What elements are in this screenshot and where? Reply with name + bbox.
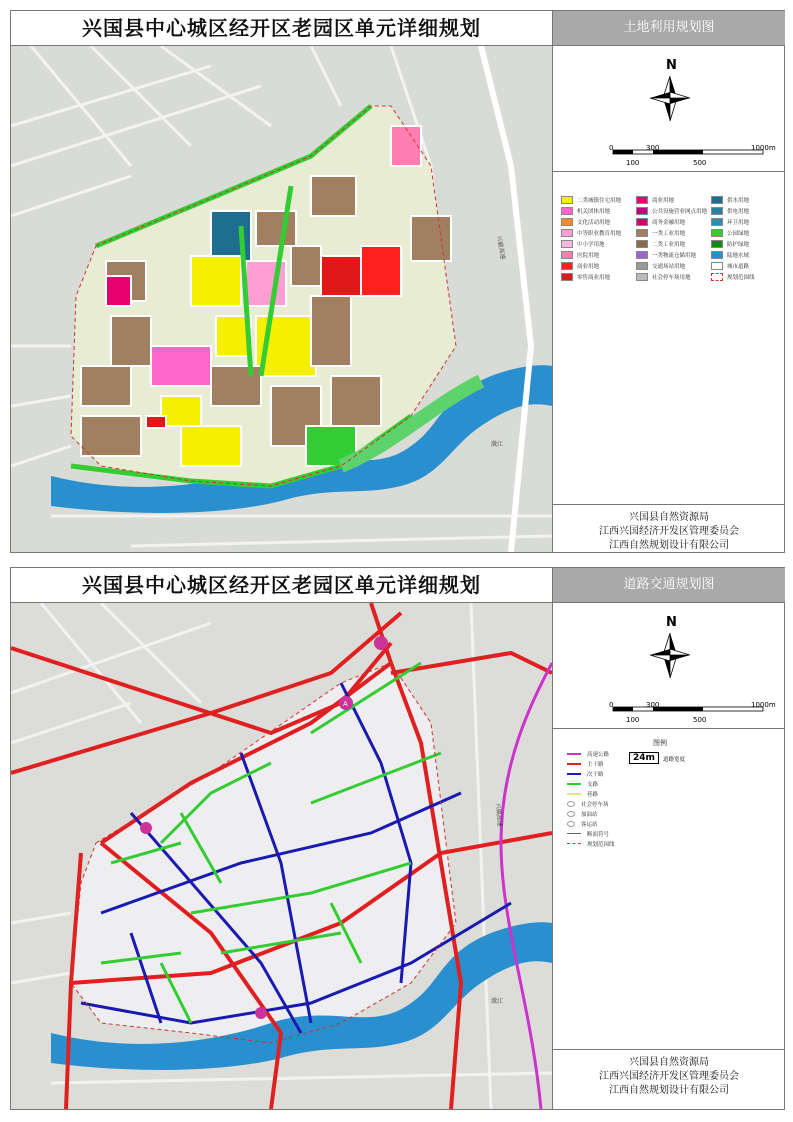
land-use-map-svg <box>11 46 552 552</box>
legend-item: 主干路 <box>567 760 604 768</box>
legend-item: 加油站 <box>567 810 598 818</box>
legend-item: 商业用地 <box>561 262 599 270</box>
legend-item: 客运站 <box>567 820 598 828</box>
legend-item: 规划范围线 <box>711 273 755 281</box>
legend-item: 公园绿地 <box>711 229 749 237</box>
scale-subtick-500: 500 <box>693 716 707 724</box>
map-sidebar <box>552 603 785 1109</box>
road-legend <box>553 738 785 888</box>
compass-and-scale <box>553 603 785 729</box>
legend-item: 巷路 <box>567 790 598 798</box>
legend-item: 二类城镇住宅用地 <box>561 196 621 204</box>
credit-line: 江西自然规划设计有限公司 <box>609 1085 729 1096</box>
road-traffic-map-svg <box>11 603 552 1109</box>
scale-tick-0: 0 <box>609 701 614 709</box>
north-label: N <box>666 615 677 630</box>
panel-header <box>11 568 784 603</box>
legend-item: 规划范围线 <box>567 840 615 848</box>
legend-item: 防护绿地 <box>711 240 749 248</box>
credits-block <box>553 504 785 553</box>
legend-item: 医院用地 <box>561 251 599 259</box>
road-width-text: 道路宽度 <box>663 757 686 763</box>
legend-item: 环卫用地 <box>711 218 749 226</box>
legend-item: 二类工业用地 <box>636 240 685 248</box>
legend-item: 支路 <box>567 780 598 788</box>
panel-header <box>11 11 784 46</box>
legend-title: 图例 <box>653 739 667 747</box>
scale-tick-1000: 1000m <box>751 144 776 152</box>
credit-line: 江西兴国经济开发区管理委员会 <box>599 526 739 537</box>
land-use-panel <box>10 10 785 553</box>
legend-item: 中等职业教育用地 <box>561 229 621 237</box>
scale-subtick-100: 100 <box>626 159 640 167</box>
legend-item: 交通场站用地 <box>636 262 685 270</box>
legend-item: 公共设施营业网点用地 <box>636 207 707 215</box>
legend-item: 供水用地 <box>711 196 749 204</box>
marker-a-label: A <box>343 700 348 708</box>
legend-item: 陆地水域 <box>711 251 749 259</box>
road-width-box: 24m <box>629 752 659 764</box>
north-arrow-icon <box>650 76 690 121</box>
credit-line: 江西兴国经济开发区管理委员会 <box>599 1071 739 1082</box>
river-label: 潋江 <box>491 441 504 448</box>
legend-item: 城市道路 <box>711 262 749 270</box>
legend-item: 一类物流仓储用地 <box>636 251 696 259</box>
legend-item: 次干路 <box>567 770 604 778</box>
map-subtitle: 土地利用规划图 <box>552 11 785 45</box>
legend-item: 高速公路 <box>567 750 609 758</box>
compass-and-scale <box>553 46 785 172</box>
highway-label: 兴赣高速 <box>495 235 507 260</box>
credit-line: 江西自然规划设计有限公司 <box>609 540 729 551</box>
scale-subtick-500: 500 <box>693 159 707 167</box>
credit-line: 兴国县自然资源局 <box>629 512 709 523</box>
legend-item: 社会停车场 <box>567 800 609 808</box>
north-label: N <box>666 58 677 73</box>
scale-tick-300: 300 <box>646 144 660 152</box>
legend-item: 中小学用地 <box>561 240 605 248</box>
scale-tick-1000: 1000m <box>751 701 776 709</box>
land-use-map[interactable] <box>11 46 552 552</box>
legend-item: 断面符号 <box>567 830 609 838</box>
scale-tick-0: 0 <box>609 144 614 152</box>
legend-item: 商业用地 <box>636 196 674 204</box>
road-traffic-panel <box>10 567 785 1110</box>
plan-title: 兴国县中心城区经开区老园区单元详细规划 <box>82 573 481 597</box>
legend-item: 机关团体用地 <box>561 207 610 215</box>
legend-item: 社会停车场用地 <box>636 273 691 281</box>
river-label: 潋江 <box>491 998 504 1005</box>
plan-title: 兴国县中心城区经开区老园区单元详细规划 <box>82 16 481 40</box>
credit-line: 兴国县自然资源局 <box>629 1057 709 1068</box>
credits-block <box>553 1049 785 1110</box>
map-sidebar <box>552 46 785 552</box>
legend-item: 文化活动用地 <box>561 218 610 226</box>
highway-label: 兴赣高速 <box>494 802 504 828</box>
scale-subtick-100: 100 <box>626 716 640 724</box>
map-subtitle: 道路交通规划图 <box>552 568 785 602</box>
scale-tick-300: 300 <box>646 701 660 709</box>
north-arrow-icon <box>650 633 690 678</box>
legend-item: 商务金融用地 <box>636 218 685 226</box>
road-traffic-map[interactable] <box>11 603 552 1109</box>
land-use-legend <box>553 196 785 336</box>
legend-item: 零售商业用地 <box>561 273 610 281</box>
legend-item: 一类工业用地 <box>636 229 685 237</box>
legend-item: 供电用地 <box>711 207 749 215</box>
